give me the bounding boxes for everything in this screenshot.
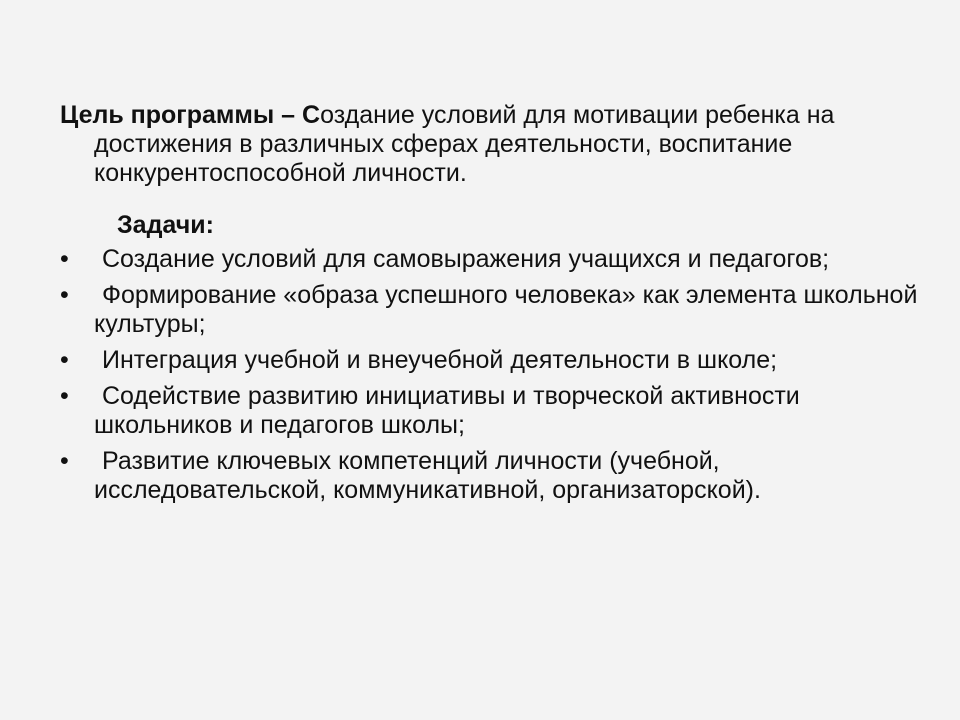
list-item-text: Интеграция учебной и внеучебной деятельности в школе; xyxy=(102,346,778,374)
list-item xyxy=(60,447,920,505)
slide-content xyxy=(60,101,920,512)
list-item-text: Создание условий для самовыражения учащихся и педагогов; xyxy=(102,245,830,273)
goal-text: оздание условий для мотивации ребенка на достижения в различных сферах деятельности, воспитание конкурентоспособной личности. xyxy=(94,101,835,187)
tasks-list xyxy=(60,245,920,505)
bullet-icon: • xyxy=(60,447,69,475)
tasks-heading: Задачи: xyxy=(117,211,214,239)
list-item-text: Развитие ключевых компетенций личности (учебной, исследовательской, коммуникативной, организаторской). xyxy=(94,447,761,504)
bullet-icon: • xyxy=(60,382,69,410)
list-item xyxy=(60,382,920,440)
list-item-text: Содействие развитию инициативы и творческой активности школьников и педагогов школы; xyxy=(94,382,800,439)
bullet-icon: • xyxy=(60,281,69,309)
goal-paragraph xyxy=(60,101,920,188)
bullet-icon: • xyxy=(60,346,69,374)
bullet-icon: • xyxy=(60,245,69,273)
list-item xyxy=(60,245,920,274)
list-item xyxy=(60,281,920,339)
list-item xyxy=(60,346,920,375)
goal-label: Цель программы – С xyxy=(60,101,321,129)
list-item-text: Формирование «образа успешного человека» как элемента школьной культуры; xyxy=(94,281,918,338)
